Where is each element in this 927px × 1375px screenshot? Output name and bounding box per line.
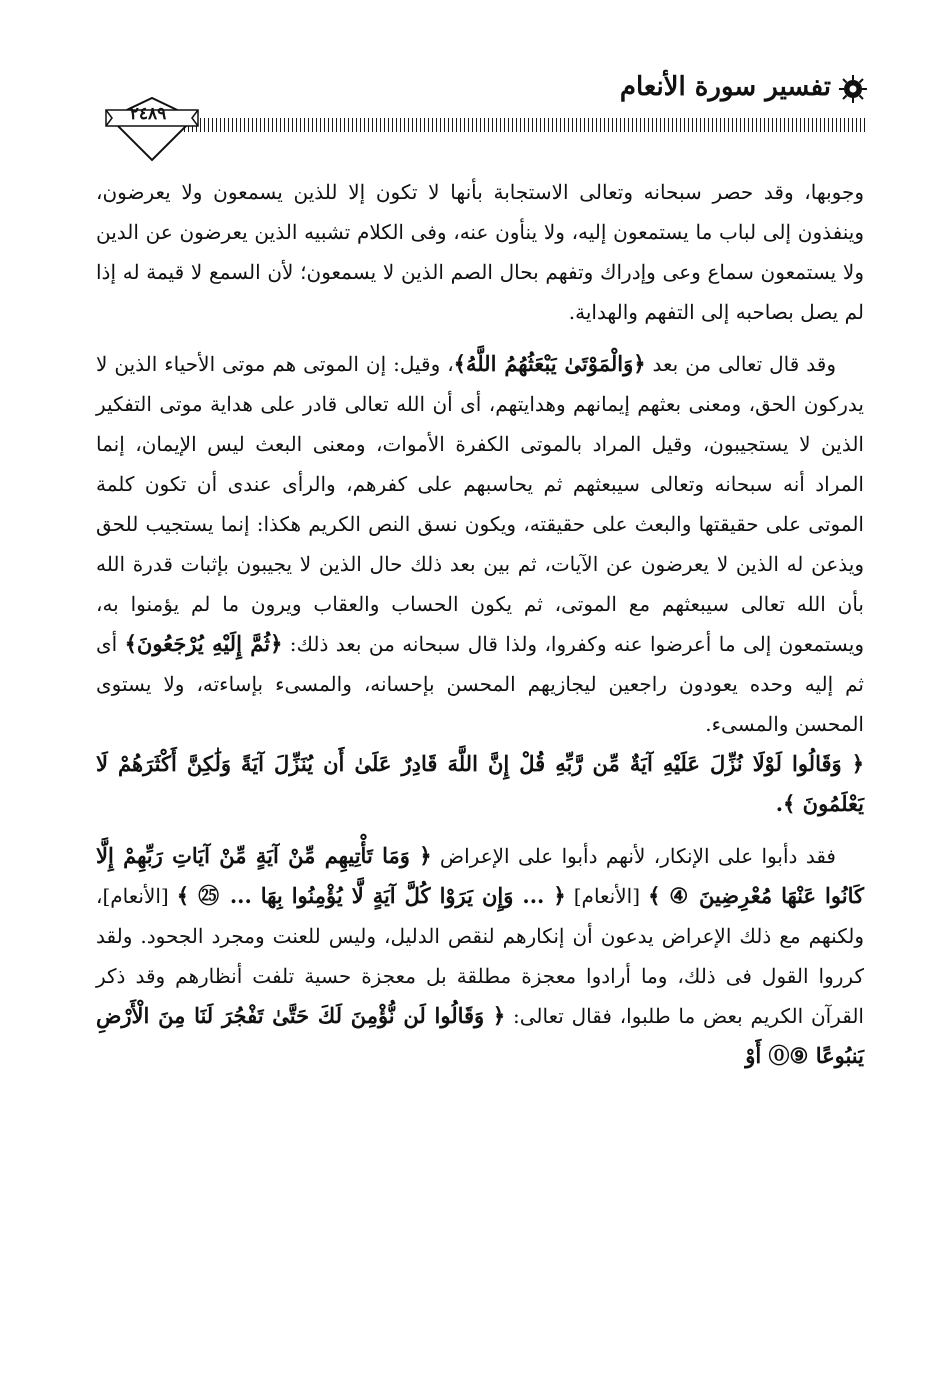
paragraph-2-pre: وقد قال تعالى من بعد: [645, 352, 836, 376]
paragraph-3-pre: فقد دأبوا على الإنكار، لأنهم دأبوا على الإعراض: [431, 844, 836, 868]
paragraph-2-post: أى ثم إليه وحده يعودون راجعين ليجازيهم المحسن بإحسانه، والمسىء بإساءته، ولا يستوى المحسن والمسىء.: [96, 632, 864, 736]
page-header: [0, 0, 927, 180]
paragraph-3: [96, 836, 864, 1076]
quran-quote: ﴿ ... وَإِن يَرَوْا كُلَّ آيَةٍ لَّا يُؤْمِنُوا بِهَا ... ㉕ ﴾: [176, 883, 566, 908]
quran-quote: ﴿ وَقَالُوا لَن نُّؤْمِنَ لَكَ حَتَّىٰ تَفْجُرَ لَنَا مِنَ الْأَرْضِ يَنبُوعًا ⑨⓪ أَوْ: [96, 1003, 864, 1068]
page-title: تفسير سورة الأنعام: [619, 72, 831, 102]
paragraph-1-text: وجوبها، وقد حصر سبحانه وتعالى الاستجابة بأنها لا تكون إلا للذين يسمعون ولا يعرضون، وينفذون إلى لباب ما يستمعون إليه، ولا ينأون عنه، وفى الكلام تشبيه الذين يعرضون عن الدين ولا يستمعون سماع وعى وإدراك وتفهم بحال الصم الذين لا يسمعون؛ لأن السمع لا قيمة له إذا لم يصل بصاحبه إلى التفهم والهداية.: [96, 180, 864, 324]
paragraph-3-post: [الأنعام]، ولكنهم مع ذلك الإعراض يدعون أن إنكارهم لنقص الدليل، وليس للعنت ومجرد الجحود. ولقد كرروا القول فى ذلك، وما أرادوا معجزة مطلقة بل معجزة حسية تلفت أنظارهم وقد ذكر القرآن الكريم بعض ما طلبوا، فقال تعالى:: [96, 884, 864, 1028]
quran-quote: ﴿وَالْمَوْتَىٰ يَبْعَثُهُمُ اللَّهُ﴾: [453, 351, 646, 376]
paragraph-2-mid: ، وقيل: إن الموتى هم موتى الأحياء الذين لا يدركون الحق، ومعنى بعثهم إيمانهم وهدايتهم، أى أن الله تعالى قادر على هداية موتى التفكير الذين لا يستجيبون، وقيل المراد بالموتى الكفرة الأموات، ومعنى البعث ليس الإيمان، إنما المراد أنه سبحانه وتعالى سيبعثهم ثم يحاسبهم على كفرهم، والرأى عندى أن تكون كلمة الموتى على حقيقتها والبعث على حقيقته، ويكون نسق النص الكريم هكذا: إنما يستجيب للحق ويذعن له الذين لا يعرضون عن الآيات، ثم بين بعد ذلك حال الذين لا يجيبون بإثبات قدرة الله بأن الله تعالى سيبعثهم مع الموتى، ثم يكون الحساب والعقاب ويرون ما لم يؤمنوا به، ويستمعون إلى ما أعرضوا عنه وكفروا، ولذا قال سبحانه من بعد ذلك:: [96, 352, 864, 656]
verse-block: [96, 744, 864, 824]
quran-quote: ﴿ وَمَا تَأْتِيهِم مِّنْ آيَةٍ مِّنْ آيَاتِ رَبِّهِمْ إِلَّا كَانُوا عَنْهَا مُعْرِضِينَ ④ ﴾: [96, 843, 864, 908]
paragraph-1: [96, 172, 864, 332]
quran-quote: ﴿ثُمَّ إِلَيْهِ يُرْجَعُونَ﴾: [124, 631, 283, 656]
surah-reference: [الأنعام]: [565, 884, 649, 908]
verse-text: ﴿ وَقَالُوا لَوْلَا نُزِّلَ عَلَيْهِ آيَةٌ مِّن رَّبِّهِ قُلْ إِنَّ اللَّهَ قَادِرٌ عَلَىٰ أَن يُنَزِّلَ آيَةً وَلَٰكِنَّ أَكْثَرَهُمْ لَا يَعْلَمُونَ ﴾.: [96, 751, 864, 816]
paragraph-2: [96, 344, 864, 744]
header-rule: [176, 118, 868, 132]
ornament-icon: [838, 74, 868, 104]
body-text: [96, 172, 864, 1076]
page-number: ٢٤٨٩: [129, 104, 167, 124]
